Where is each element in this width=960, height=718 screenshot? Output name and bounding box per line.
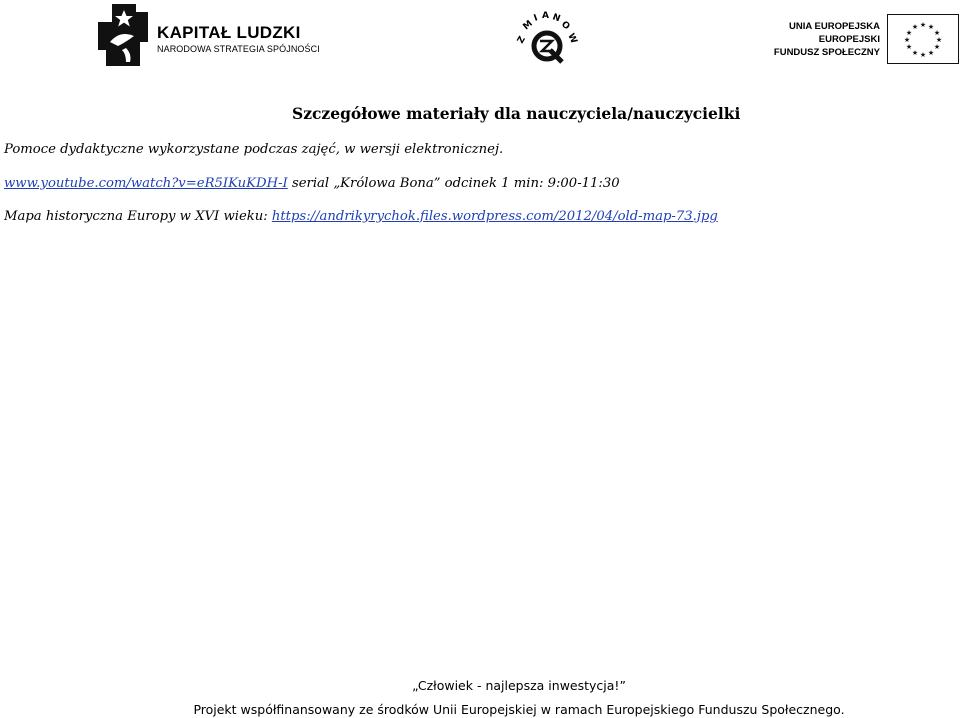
svg-text:★: ★ (919, 51, 927, 59)
svg-text:★: ★ (903, 36, 911, 44)
kapital-ludzki-subtitle: NARODOWA STRATEGIA SPÓJNOŚCI (157, 44, 320, 54)
eu-logo-text (774, 20, 880, 59)
svg-text:A: A (542, 11, 549, 21)
footer-note: Projekt współfinansowany ze środków Unii Europejskiej w ramach Europejskiego Funduszu Społecznego. (193, 702, 845, 717)
svg-text:★: ★ (933, 43, 941, 51)
document-title: Szczegółowe materiały dla nauczyciela/nauczycielki (292, 104, 741, 123)
svg-text:★: ★ (905, 29, 913, 37)
svg-text:★: ★ (927, 49, 935, 57)
svg-text:★: ★ (911, 23, 919, 31)
zmianowq-emblem-icon (512, 8, 582, 68)
svg-text:M: M (521, 18, 535, 33)
map-link[interactable]: https://andrikyrychok.files.wordpress.com/2012/04/old-map-73.jpg (271, 209, 718, 224)
eu-logo (773, 14, 960, 66)
map-label: Mapa historyczna Europy w XVI wieku: (4, 209, 272, 224)
zmianowq-logo (512, 8, 582, 68)
svg-text:W: W (565, 32, 579, 46)
svg-text:★: ★ (911, 49, 919, 57)
eu-flag-icon (887, 14, 959, 64)
kapital-ludzki-title: KAPITAŁ LUDZKI (157, 23, 301, 42)
svg-text:★: ★ (935, 36, 943, 44)
svg-text:★: ★ (919, 21, 927, 29)
intro-text: Pomoce dydaktyczne wykorzystane podczas zajęć, w wersji elektronicznej. (4, 142, 504, 157)
youtube-link[interactable]: www.youtube.com/watch?v=eR5IKuKDH-I (4, 176, 288, 191)
svg-text:Z: Z (515, 34, 528, 46)
eu-line-3: FUNDUSZ SPOŁECZNY (773, 47, 880, 58)
video-description: serial „Królowa Bona” odcinek 1 min: 9:00-11:30 (291, 176, 620, 191)
map-line (4, 209, 718, 224)
video-line (4, 176, 620, 191)
svg-text:O: O (559, 19, 572, 33)
svg-text:★: ★ (933, 29, 941, 37)
eu-line-1: UNIA EUROPEJSKA (789, 21, 880, 32)
eu-line-2: EUROPEJSKI (818, 34, 880, 45)
svg-text:I: I (532, 13, 540, 24)
kapital-ludzki-logo (96, 2, 320, 68)
footer-slogan: „Człowiek - najlepsza inwestycja!” (412, 678, 626, 693)
kapital-ludzki-emblem-icon (96, 2, 154, 68)
svg-text:★: ★ (927, 23, 935, 31)
svg-text:★: ★ (905, 43, 913, 51)
svg-text:N: N (550, 12, 562, 25)
